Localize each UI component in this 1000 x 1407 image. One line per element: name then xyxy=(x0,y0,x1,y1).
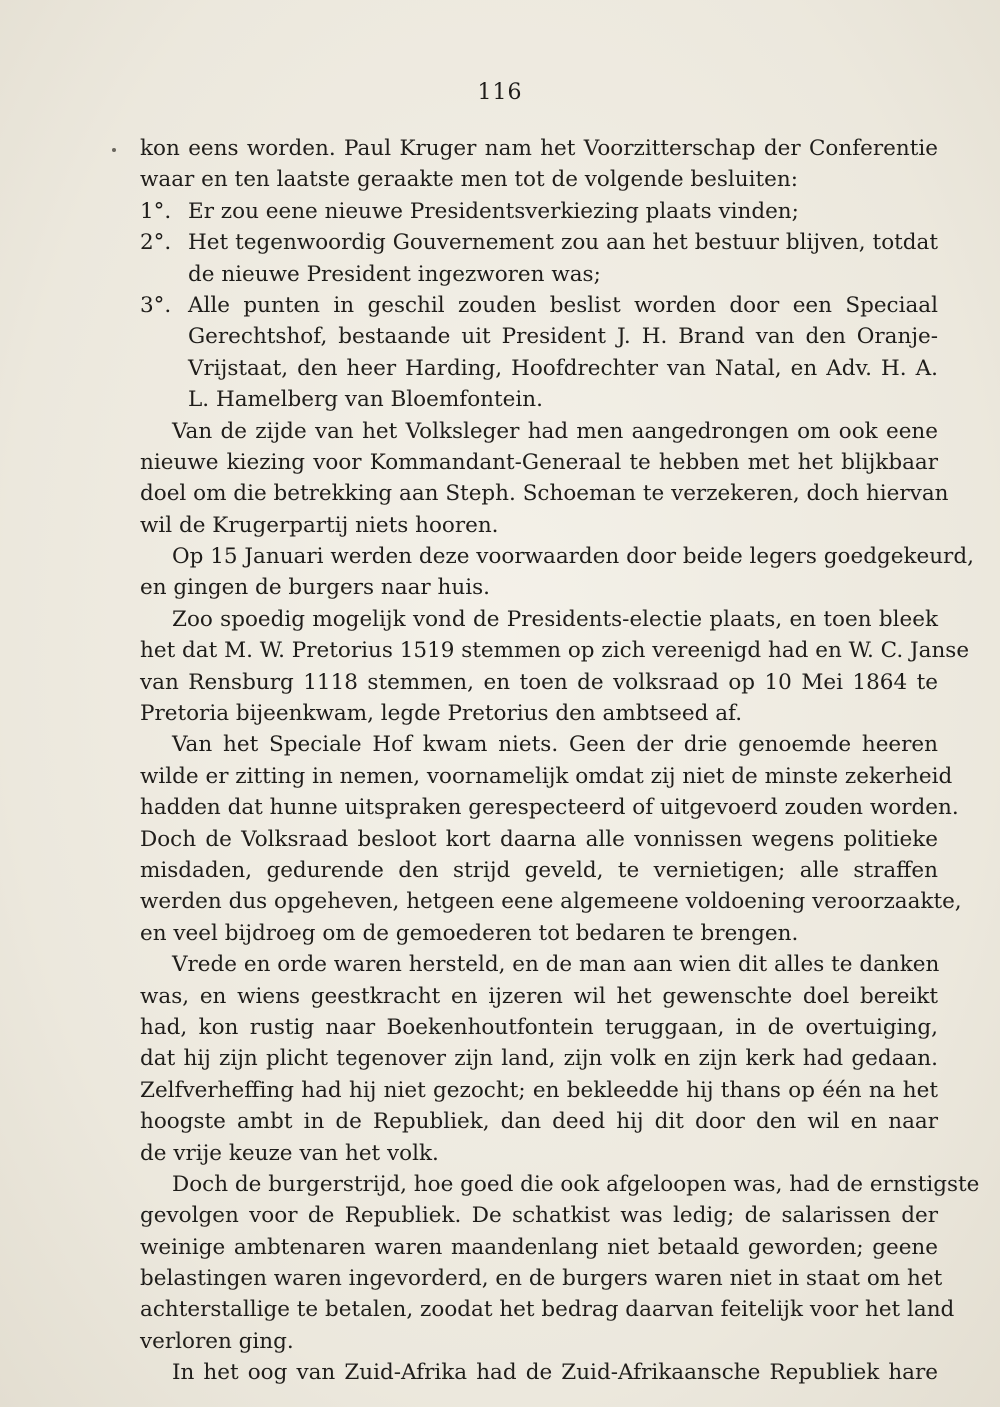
text-line: Pretoria bijeenkwam, legde Pretorius den ambtseed af. xyxy=(140,701,743,727)
text-line: Van de zijde van het Volksleger had men aangedrongen om ook eene xyxy=(172,418,938,444)
text-line: hoogste ambt in de Republiek, dan deed hij dit door den wil en naar xyxy=(140,1109,938,1135)
text-line: doel om die betrekking aan Steph. Schoeman te verzekeren, doch hiervan xyxy=(140,481,949,507)
text-line: hadden dat hunne uitspraken gerespecteerd of uitgevoerd zouden worden. xyxy=(140,795,959,821)
text-line: dat hij zijn plicht tegenover zijn land, zijn volk en zijn kerk had gedaan. xyxy=(140,1046,938,1072)
text-line: had, kon rustig naar Boekenhoutfontein teruggaan, in de overtuiging, xyxy=(140,1014,938,1040)
text-line: achterstallige te betalen, zoodat het bedrag daarvan feitelijk voor het land xyxy=(140,1297,955,1323)
text-line: nieuwe kiezing voor Kommandant-Generaal te hebben met het blijkbaar xyxy=(140,449,938,475)
text-line: was, en wiens geestkracht en ijzeren wil het gewenschte doel bereikt xyxy=(140,983,938,1009)
text-line: Op 15 Januari werden deze voorwaarden door beide legers goedgekeurd, xyxy=(172,544,974,570)
text-line: misdaden, gedurende den strijd geveld, te vernietigen; alle straffen xyxy=(140,857,938,883)
text-line: Doch de Volksraad besloot kort daarna alle vonnissen wegens politieke xyxy=(140,826,938,852)
text-line: gevolgen voor de Republiek. De schatkist was ledig; de salarissen der xyxy=(140,1203,938,1229)
list-number: 1°. xyxy=(140,198,172,224)
text-line: van Rensburg 1118 stemmen, en toen de volksraad op 10 Mei 1864 te xyxy=(140,669,938,695)
page-body xyxy=(140,133,980,1389)
list-item xyxy=(140,290,938,321)
text-line: wilde er zitting in nemen, voornamelijk omdat zij niet de minste zekerheid xyxy=(140,763,953,789)
text-line: In het oog van Zuid-Afrika had de Zuid-Afrikaansche Republiek hare xyxy=(172,1360,938,1386)
text-line: waar en ten laatste geraakte men tot de volgende besluiten: xyxy=(140,167,798,193)
text-line: Alle punten in geschil zouden beslist worden door een Speciaal xyxy=(188,292,938,318)
margin-dot xyxy=(112,148,116,152)
text-line: belastingen waren ingevorderd, en de burgers waren niet in staat om het xyxy=(140,1266,943,1292)
text-line: Zelfverheffing had hij niet gezocht; en bekleedde hij thans op één na het xyxy=(140,1077,938,1103)
text-line: wil de Krugerpartij niets hooren. xyxy=(140,512,499,538)
text-line: kon eens worden. Paul Kruger nam het Voorzitterschap der Conferentie xyxy=(140,136,938,161)
text-line: verloren ging. xyxy=(140,1328,294,1354)
text-line: en gingen de burgers naar huis. xyxy=(140,575,490,601)
text-line: Er zou eene nieuwe Presidentsverkiezing plaats vinden; xyxy=(188,198,799,224)
text-line: Van het Speciale Hof kwam niets. Geen der drie genoemde heeren xyxy=(172,732,938,758)
text-line: de nieuwe President ingezworen was; xyxy=(188,261,601,287)
text-line: werden dus opgeheven, hetgeen eene algemeene voldoening veroorzaakte, xyxy=(140,889,962,915)
text-line: Vrede en orde waren hersteld, en de man aan wien dit alles te danken xyxy=(172,952,940,978)
text-line: Doch de burgerstrijd, hoe goed die ook afgeloopen was, had de ernstigste xyxy=(172,1171,980,1197)
text-line: L. Hamelberg van Bloemfontein. xyxy=(188,387,543,413)
text-line: weinige ambtenaren waren maandenlang niet betaald geworden; geene xyxy=(140,1234,938,1260)
text-line: Het tegenwoordig Gouvernement zou aan het bestuur blijven, totdat xyxy=(188,230,938,256)
text-line: en veel bijdroeg om de gemoederen tot bedaren te brengen. xyxy=(140,920,799,946)
list-number: 2°. xyxy=(140,230,172,256)
text-line: Vrijstaat, den heer Harding, Hoofdrechter van Natal, en Adv. H. A. xyxy=(188,355,938,381)
list-item xyxy=(140,227,938,258)
text-line: de vrije keuze van het volk. xyxy=(140,1140,439,1166)
list-item xyxy=(140,196,938,227)
page-number: 116 xyxy=(477,80,523,105)
text-line: het dat M. W. Pretorius 1519 stemmen op zich vereenigd had en W. C. Janse xyxy=(140,638,970,664)
text-line: Zoo spoedig mogelijk vond de Presidents-electie plaats, en toen bleek xyxy=(172,606,938,632)
list-number: 3°. xyxy=(140,292,172,318)
text-line: Gerechtshof, bestaande uit President J. H. Brand van den Oranje- xyxy=(188,324,938,350)
